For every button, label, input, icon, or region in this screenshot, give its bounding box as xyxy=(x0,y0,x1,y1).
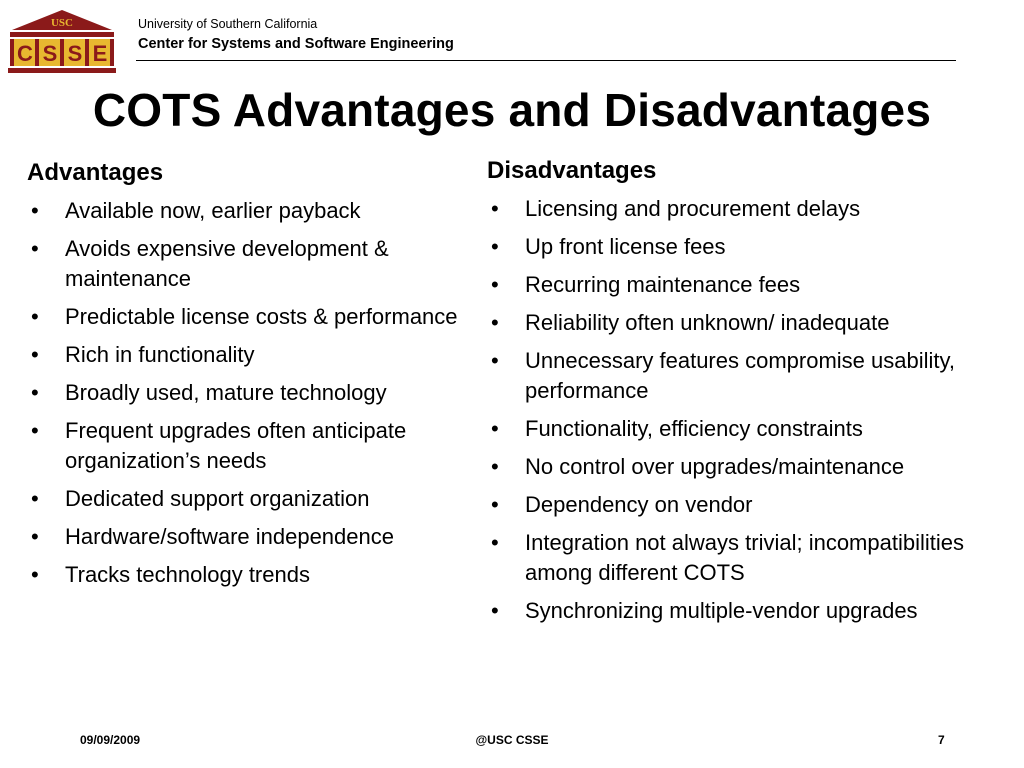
list-item: • Licensing and procurement delays xyxy=(487,194,1007,224)
advantages-column xyxy=(27,158,467,598)
logo-letter-s1: S xyxy=(42,41,58,66)
list-item: • Reliability often unknown/ inadequate xyxy=(487,308,1007,338)
logo-letter-c: C xyxy=(17,41,33,66)
list-item: • Predictable license costs & performance xyxy=(27,302,467,332)
list-item: • Dependency on vendor xyxy=(487,490,1007,520)
university-name: University of Southern California xyxy=(138,17,318,31)
logo-frieze xyxy=(10,32,114,37)
list-item: • Tracks technology trends xyxy=(27,560,467,590)
logo-letter-s2: S xyxy=(67,41,83,66)
disadvantages-heading: Disadvantages xyxy=(487,157,657,184)
list-item: • Recurring maintenance fees xyxy=(487,270,1007,300)
list-item: • Avoids expensive development & maintenance xyxy=(27,234,467,294)
list-item: • Unnecessary features compromise usability, performance xyxy=(487,346,1007,406)
list-item: • Available now, earlier payback xyxy=(27,196,467,226)
list-item: • Synchronizing multiple-vendor upgrades xyxy=(487,596,1007,626)
list-item: • Broadly used, mature technology xyxy=(27,378,467,408)
logo-usc-text: USC xyxy=(50,17,74,29)
list-item: • Hardware/software independence xyxy=(27,522,467,552)
advantages-heading: Advantages xyxy=(27,159,164,186)
footer-date: 09/09/2009 xyxy=(80,733,141,747)
list-item: • Frequent upgrades often anticipate organization’s needs xyxy=(27,416,467,476)
logo-base xyxy=(8,68,116,73)
disadvantages-list xyxy=(487,194,1007,626)
center-name: Center for Systems and Software Engineering xyxy=(138,36,454,52)
header-text xyxy=(138,16,454,54)
disadvantages-column xyxy=(487,156,1007,634)
advantages-list xyxy=(27,196,467,590)
footer-copyright: @USC CSSE xyxy=(475,733,549,747)
logo-letter-e: E xyxy=(92,41,108,66)
list-item: • Functionality, efficiency constraints xyxy=(487,414,1007,444)
list-item: • Dedicated support organization xyxy=(27,484,467,514)
list-item: • Integration not always trivial; incompatibilities among different COTS xyxy=(487,528,1007,588)
page-number: 7 xyxy=(938,733,945,747)
usc-csse-logo xyxy=(4,6,120,76)
list-item: • No control over upgrades/maintenance xyxy=(487,452,1007,482)
list-item: • Up front license fees xyxy=(487,232,1007,262)
list-item: • Rich in functionality xyxy=(27,340,467,370)
slide-title: COTS Advantages and Disadvantages xyxy=(92,84,932,136)
header-divider xyxy=(136,60,956,61)
